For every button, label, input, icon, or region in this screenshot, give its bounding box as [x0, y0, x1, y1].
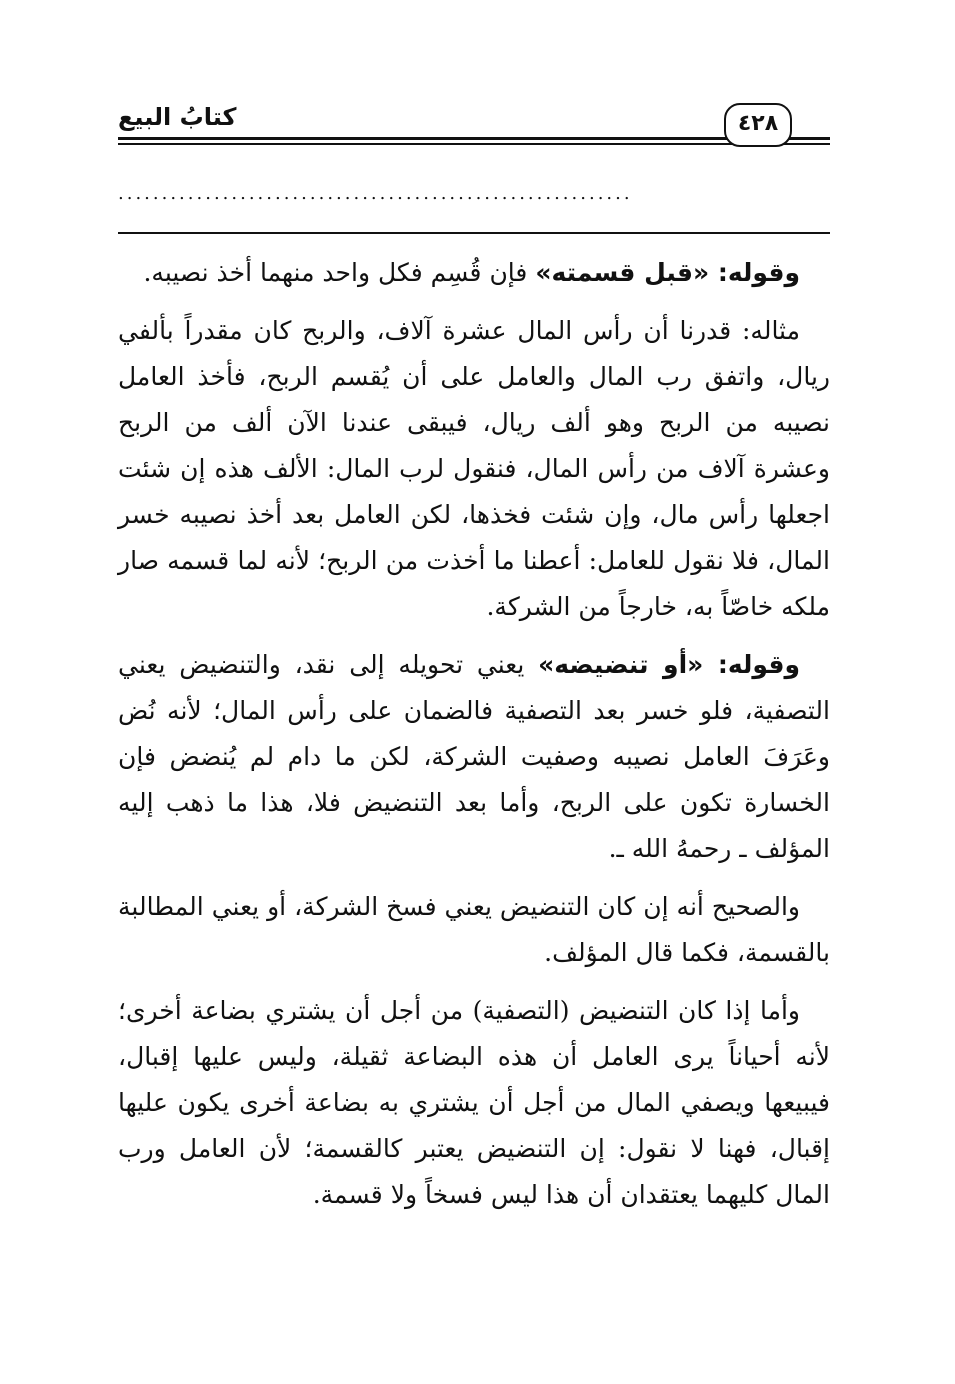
page-header: [118, 100, 830, 156]
paragraph-2-text: مثاله: قدرنا أن رأس المال عشرة آلاف، والربح كان مقدراً بألفي ريال، واتفق رب المال والعامل على أن يُقسم الربح، فأخذ العامل نصيبه من الربح وهو ألف ريال، فيبقى عندنا الآن ألف من الربح وعشرة آلاف من رأس المال، فنقول لرب المال: الألف هذه إن شئت اجعلها رأس مال، وإن شئت فخذها، لكن العامل بعد أخذ نصيبه خسر المال، فلا نقول للعامل: أعطنا ما أخذت من الربح؛ لأنه لما قسمه صار ملكه خاصّاً به، خارجاً من الشركة.: [118, 316, 830, 621]
paragraph-4: [118, 884, 830, 976]
paragraph-2: [118, 308, 830, 630]
header-rule-thick: [118, 137, 830, 140]
paragraph-1-text: فإن قُسِم فكل واحد منهما أخذ نصيبه.: [143, 258, 536, 287]
paragraph-1: [118, 250, 830, 296]
paragraph-5-text: وأما إذا كان التنضيض (التصفية) من أجل أن يشتري بضاعة أخرى؛ لأنه أحياناً يرى العامل أن هذه البضاعة ثقيلة، وليس عليها إقبال، فيبيعها ويصفي المال من أجل أن يشتري به بضاعة أخرى يكون عليها إقبال، فهنا لا نقول: إن التنضيض يعتبر كالقسمة؛ لأن العامل ورب المال كليهما يعتقدان أن هذا ليس فسخاً ولا قسمة.: [118, 996, 830, 1209]
paragraph-5: [118, 988, 830, 1218]
page-number: ٤٢٨: [724, 103, 792, 147]
page-body: [118, 250, 830, 1230]
header-rule-thin: [118, 143, 830, 145]
paragraph-3-lead: وقوله: «أو تنضيضه»: [538, 650, 800, 679]
paragraph-3-text: يعني تحويله إلى نقد، والتنضيض يعني التصفية، فلو خسر بعد التصفية فالضمان على رأس المال؛ لأنه نُض وعَرَفَ العامل نصيبه وصفيت الشركة، لكن ما دام لم يُنضض فإن الخسارة تكون على الربح، وأما بعد التنضيض فلا، هذا ما ذهب إليه المؤلف ـ رحمهُ الله ـ.: [118, 650, 830, 863]
section-rule: [118, 232, 830, 234]
paragraph-4-text: والصحيح أنه إن كان التنضيض يعني فسخ الشركة، أو يعني المطالبة بالقسمة، فكما قال المؤلف.: [118, 892, 830, 967]
dotted-separator: ...........................................................: [118, 183, 633, 204]
paragraph-3: [118, 642, 830, 872]
book-title: كتابُ البيع: [118, 103, 237, 131]
paragraph-1-lead: وقوله: «قبل قسمته»: [535, 258, 800, 287]
